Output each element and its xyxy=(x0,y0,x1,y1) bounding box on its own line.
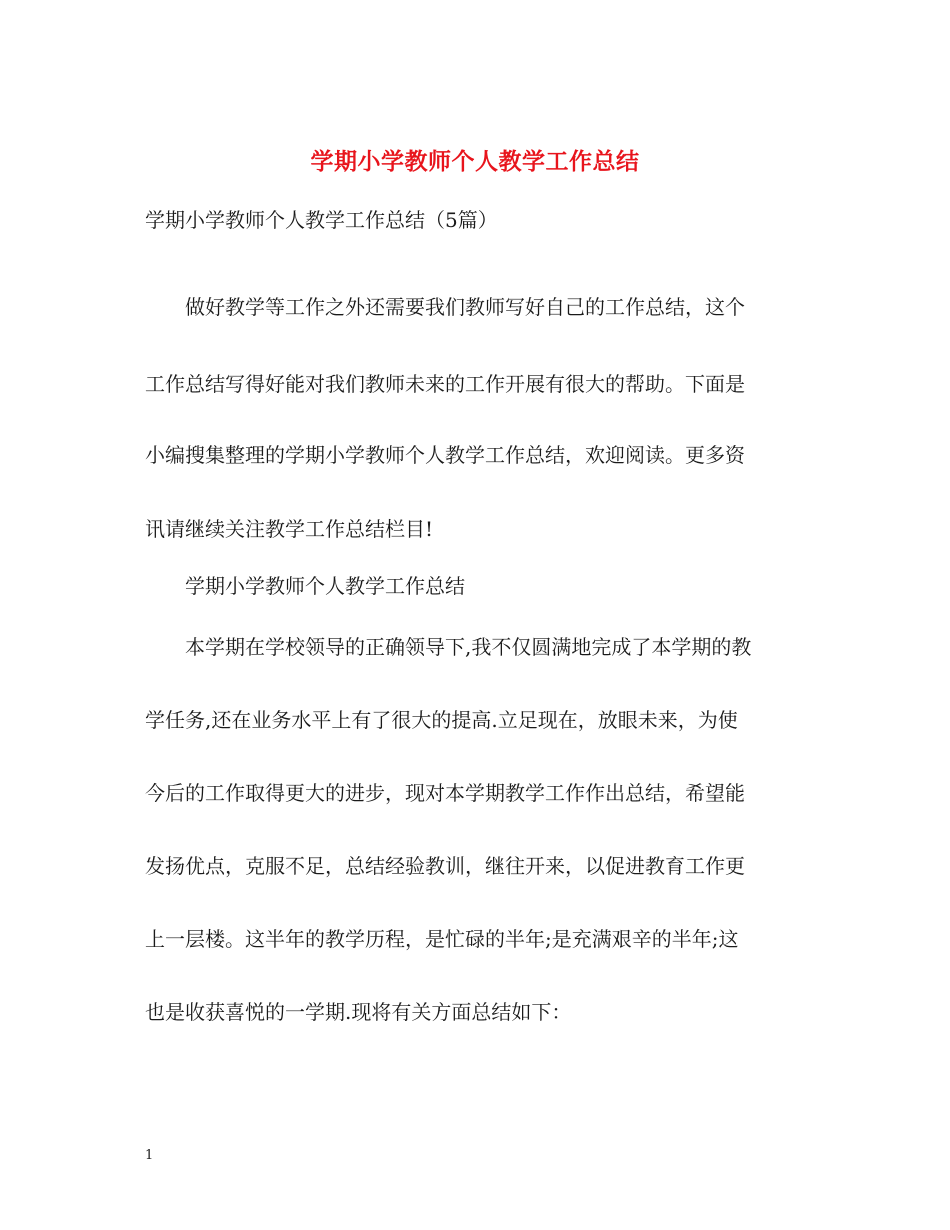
paragraph1-line: 做好教学等工作之外还需要我们教师写好自己的工作总结，这个 xyxy=(185,295,745,319)
paragraph2-line: 上一层楼。这半年的教学历程，是忙碌的半年;是充满艰辛的半年;这 xyxy=(145,927,739,951)
section-heading: 学期小学教师个人教学工作总结 xyxy=(185,574,465,598)
paragraph1-line: 讯请继续关注教学工作总结栏目! xyxy=(145,517,434,541)
paragraph2-line: 发扬优点，克服不足，总结经验教训，继往开来，以促进教育工作更 xyxy=(145,854,745,878)
document-title: 学期小学教师个人教学工作总结 xyxy=(310,148,640,175)
paragraph2-line: 也是收获喜悦的一学期.现将有关方面总结如下： xyxy=(145,1000,572,1024)
paragraph1-line: 小编搜集整理的学期小学教师个人教学工作总结，欢迎阅读。更多资 xyxy=(145,443,745,467)
document-subtitle: 学期小学教师个人教学工作总结（5篇） xyxy=(145,208,498,232)
paragraph2-line: 今后的工作取得更大的进步，现对本学期教学工作作出总结，希望能 xyxy=(145,781,745,805)
paragraph1-line: 工作总结写得好能对我们教师未来的工作开展有很大的帮助。下面是 xyxy=(145,372,745,396)
paragraph2-line: 学任务,还在业务水平上有了很大的提高.立足现在，放眼未来，为使 xyxy=(145,708,738,732)
paragraph2-line: 本学期在学校领导的正确领导下,我不仅圆满地完成了本学期的教 xyxy=(185,635,752,659)
page-number: 1 xyxy=(145,1148,154,1163)
